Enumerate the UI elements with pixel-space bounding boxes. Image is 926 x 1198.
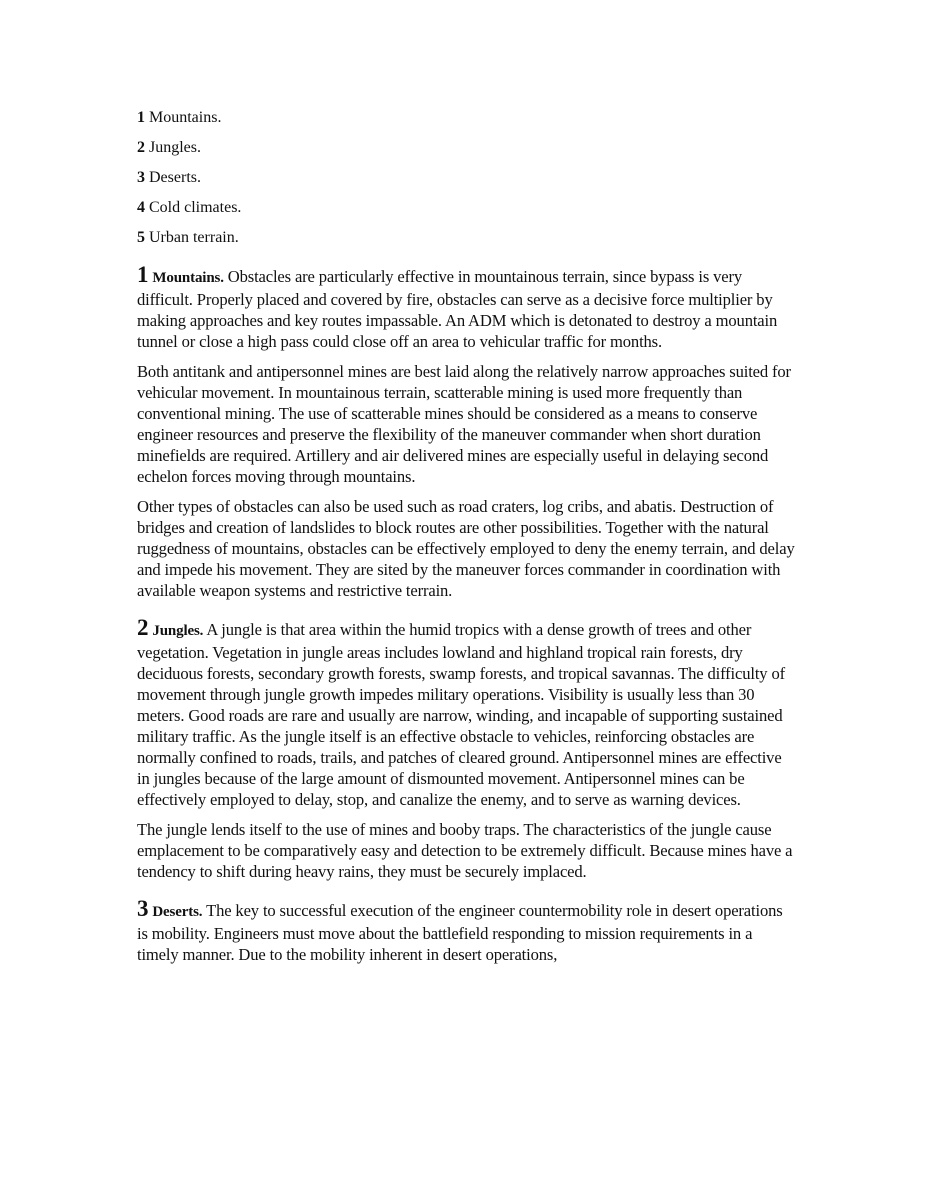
topic-number: 4 <box>137 199 145 216</box>
section-intro-paragraph <box>137 264 797 352</box>
section-deserts <box>137 898 797 965</box>
topic-list <box>137 108 797 248</box>
topic-number: 2 <box>137 139 145 156</box>
section-number: 3 <box>137 896 149 921</box>
section-intro-text: Obstacles are particularly effective in mountainous terrain, since bypass is very difficult. Properly placed and covered by fire, obstacles can serve as a decisive force multiplier by making approaches and key routes impassable. An ADM which is detonated to destroy a mountain tunnel or close a high pass could close off an area to vehicular traffic for months. <box>137 267 778 351</box>
section-mountains <box>137 264 797 601</box>
topic-list-item <box>137 228 797 248</box>
section-intro-text: A jungle is that area within the humid tropics with a dense growth of trees and other vegetation. Vegetation in jungle areas includes lowland and highland tropical rain forests, dry deciduous forests, secondary growth forests, swamp forests, and tropical savannas. The difficulty of movement through jungle growth impedes military operations. Visibility is usually less than 30 meters. Good roads are rare and usually are narrow, winding, and incapable of supporting sustained military traffic. As the jungle itself is an effective obstacle to vehicles, reinforcing obstacles are normally confined to roads, trails, and patches of cleared ground. Antipersonnel mines are effective in jungles because of the large amount of dismounted movement. Antipersonnel mines can be effectively employed to delay, stop, and canalize the enemy, and to serve as warning devices. <box>137 620 785 809</box>
document-page <box>137 108 797 974</box>
topic-label: Deserts. <box>149 169 201 186</box>
section-intro-paragraph <box>137 898 797 965</box>
topic-number: 1 <box>137 109 145 126</box>
topic-label: Jungles. <box>149 139 201 156</box>
body-paragraph: Other types of obstacles can also be used such as road craters, log cribs, and abatis. Destruction of bridges and creation of landslides to block routes are other possibilities. Together with the natural ruggedness of mountains, obstacles can be effectively employed to deny the enemy terrain, and delay and impede his movement. They are sited by the maneuver forces commander in coordination with available weapon systems and restrictive terrain. <box>137 497 795 600</box>
section-heading: Deserts. <box>152 904 203 920</box>
section-heading: Mountains. <box>152 270 224 286</box>
section-intro-paragraph <box>137 617 797 810</box>
body-paragraph: The jungle lends itself to the use of mines and booby traps. The characteristics of the jungle cause emplacement to be comparatively easy and detection to be extremely difficult. Because mines have a tendency to shift during heavy rains, they must be securely implaced. <box>137 820 793 881</box>
section-heading: Jungles. <box>152 623 204 639</box>
section-number: 1 <box>137 262 149 287</box>
topic-list-item <box>137 168 797 188</box>
topic-number: 5 <box>137 229 145 246</box>
topic-label: Cold climates. <box>149 199 242 216</box>
section-intro-text: The key to successful execution of the engineer countermobility role in desert operations is mobility. Engineers must move about the battlefield responding to mission requirements in a timely manner. Due to the mobility inherent in desert operations, <box>137 901 783 964</box>
section-jungles <box>137 617 797 882</box>
topic-number: 3 <box>137 169 145 186</box>
body-paragraph: Both antitank and antipersonnel mines are best laid along the relatively narrow approaches suited for vehicular movement. In mountainous terrain, scatterable mining is used more frequently than conventional mining. The use of scatterable mines should be considered as a means to conserve engineer resources and preserve the flexibility of the maneuver commander when short duration minefields are required. Artillery and air delivered mines are especially useful in delaying second echelon forces moving through mountains. <box>137 362 791 486</box>
section-number: 2 <box>137 615 149 640</box>
topic-list-item <box>137 108 797 128</box>
topic-label: Urban terrain. <box>149 229 239 246</box>
topic-label: Mountains. <box>149 109 222 126</box>
topic-list-item <box>137 198 797 218</box>
topic-list-item <box>137 138 797 158</box>
